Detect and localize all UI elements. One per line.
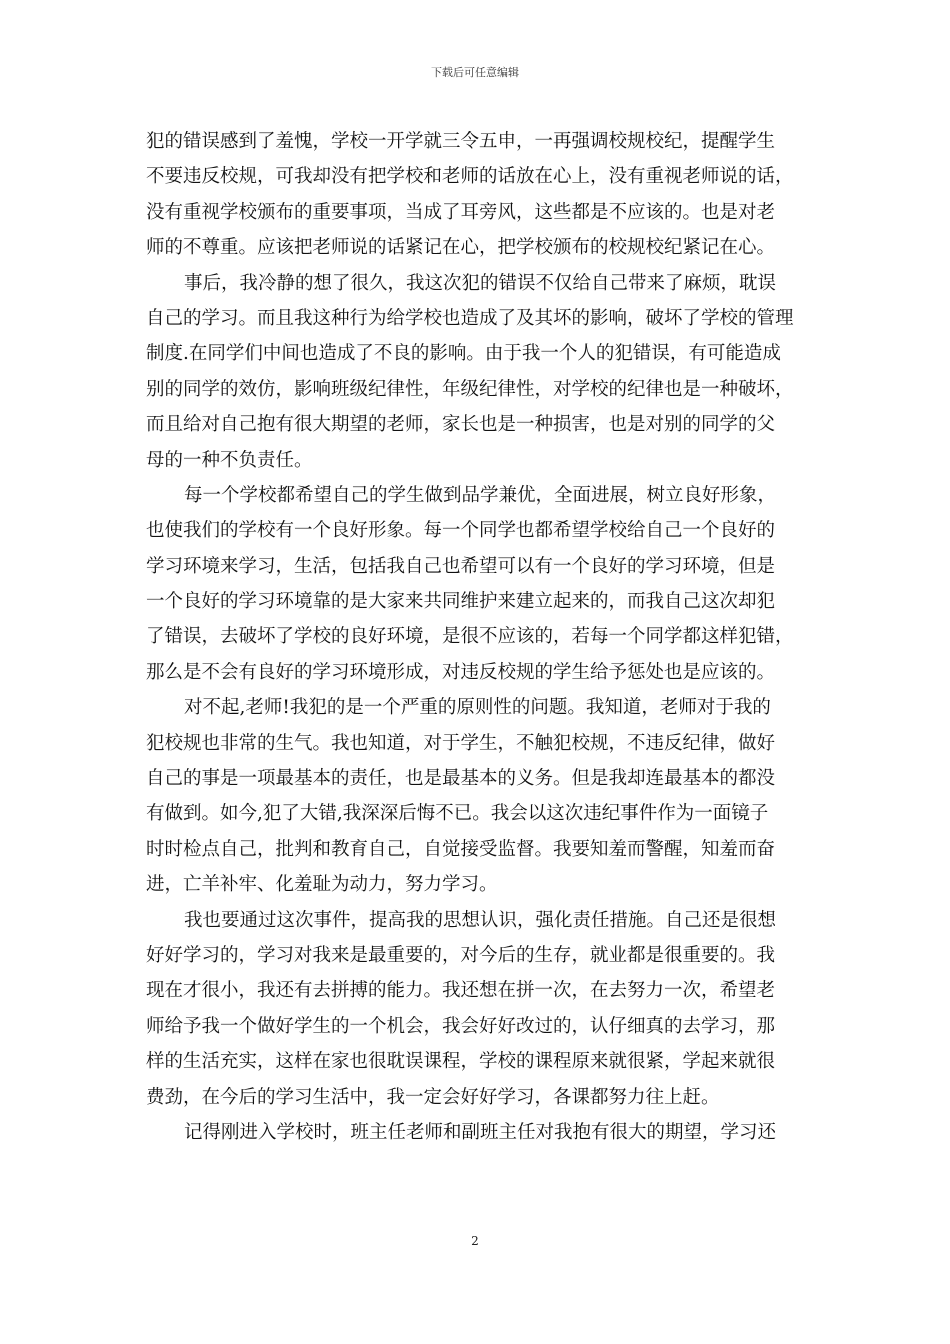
text-line: 学习环境来学习，生活，包括我自己也希望可以有一个良好的学习环境，但是 (146, 555, 776, 577)
text-line: 对不起,老师!我犯的是一个严重的原则性的问题。我知道，老师对于我的 (184, 697, 771, 719)
text-line: 样的生活充实，这样在家也很耽误课程，学校的课程原来就很紧，学起来就很 (146, 1051, 776, 1073)
text-line: 时时检点自己，批判和教育自己，自觉接受监督。我要知羞而警醒，知羞而奋 (146, 838, 776, 860)
text-line: 那么是不会有良好的学习环境形成，对违反校规的学生给予惩处也是应该的。 (146, 661, 776, 683)
text-line: 不要违反校规，可我却没有把学校和老师的话放在心上，没有重视老师说的话， (146, 166, 794, 188)
text-line: 制度.在同学们中间也造成了不良的影响。由于我一个人的犯错误，有可能造成 (146, 343, 781, 365)
text-line: 事后，我冷静的想了很久，我这次犯的错误不仅给自己带来了麻烦，耽误 (184, 272, 777, 294)
text-line: 进，亡羊补牢、化羞耻为动力，努力学习。 (146, 874, 498, 896)
text-line: 母的一种不负责任。 (146, 449, 313, 471)
text-line: 好好学习的，学习对我来是最重要的，对今后的生存，就业都是很重要的。我 (146, 944, 776, 966)
page-header: 下载后可任意编辑 (431, 66, 519, 79)
text-line: 自己的事是一项最基本的责任，也是最基本的义务。但是我却连最基本的都没 (146, 768, 776, 790)
text-line: 一个良好的学习环境靠的是大家来共同维护来建立起来的，而我自己这次却犯 (146, 591, 776, 613)
text-line: 现在才很小，我还有去拼搏的能力。我还想在拼一次，在去努力一次，希望老 (146, 980, 776, 1002)
text-line: 记得刚进入学校时，班主任老师和副班主任对我抱有很大的期望，学习还 (184, 1121, 777, 1143)
text-line: 费劲，在今后的学习生活中，我一定会好好学习，各课都努力往上赶。 (146, 1086, 720, 1108)
text-line: 没有重视学校颁布的重要事项，当成了耳旁风，这些都是不应该的。也是对老 (146, 201, 776, 223)
text-line: 别的同学的效仿，影响班级纪律性，年级纪律性，对学校的纪律也是一种破坏， (146, 378, 794, 400)
text-line: 每一个学校都希望自己的学生做到品学兼优，全面进展，树立良好形象， (184, 484, 777, 506)
page-number: 2 (471, 1234, 479, 1248)
text-line: 了错误，去破坏了学校的良好环境，是很不应该的，若每一个同学都这样犯错， (146, 626, 794, 648)
text-line: 也使我们的学校有一个良好形象。每一个同学也都希望学校给自己一个良好的 (146, 520, 776, 542)
text-line: 自己的学习。而且我这种行为给学校也造成了及其坏的影响，破坏了学校的管理 (146, 307, 794, 329)
text-line: 我也要通过这次事件，提高我的思想认识，强化责任措施。自己还是很想 (184, 909, 777, 931)
text-line: 而且给对自己抱有很大期望的老师，家长也是一种损害，也是对别的同学的父 (146, 414, 776, 436)
text-line: 有做到。如今,犯了大错,我深深后悔不已。我会以这次违纪事件作为一面镜子 (146, 803, 769, 825)
text-line: 犯校规也非常的生气。我也知道，对于学生，不触犯校规，不违反纪律，做好 (146, 732, 776, 754)
text-line: 师给予我一个做好学生的一个机会，我会好好改过的，认仔细真的去学习，那 (146, 1015, 776, 1037)
document-body (146, 124, 810, 1150)
text-line: 师的不尊重。应该把老师说的话紧记在心，把学校颁布的校规校纪紧记在心。 (146, 237, 776, 259)
text-line: 犯的错误感到了羞愧，学校一开学就三令五申，一再强调校规校纪，提醒学生 (146, 131, 776, 152)
